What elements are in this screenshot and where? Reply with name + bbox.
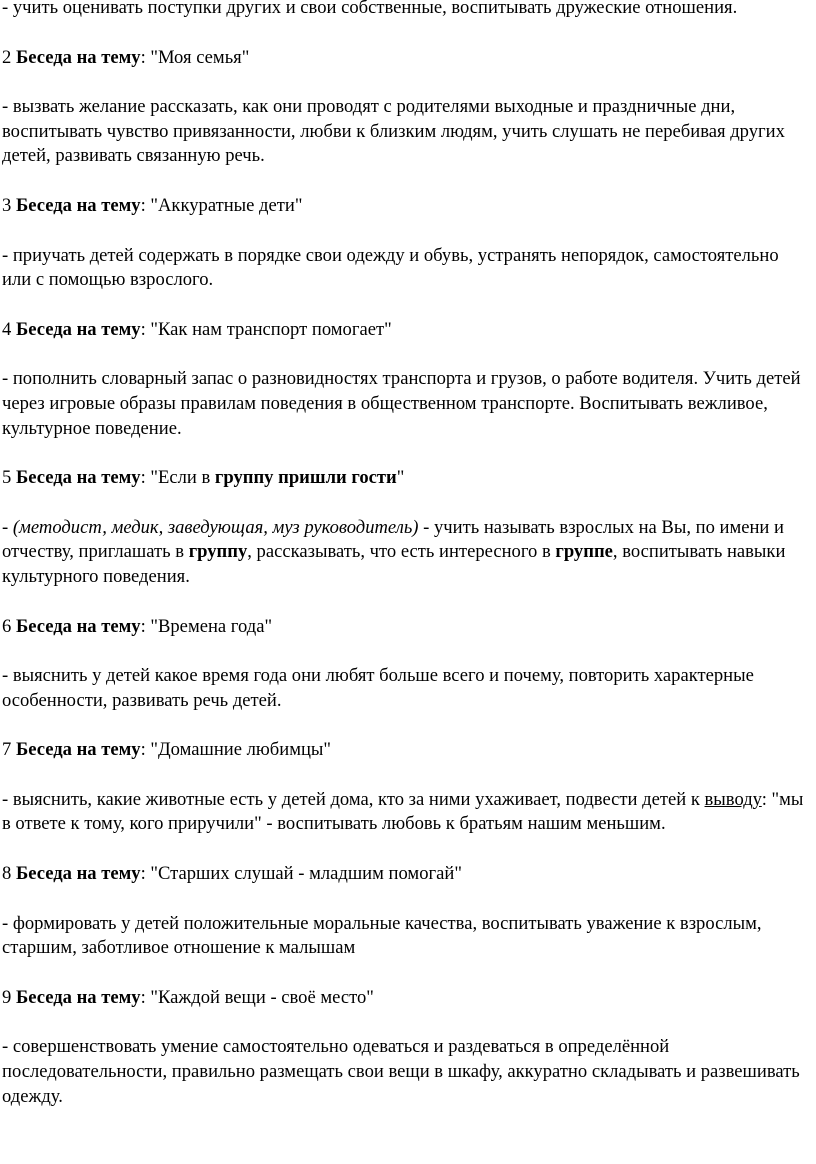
topic-heading-4: 4 Беседа на тему: "Как нам транспорт помогает" (2, 318, 392, 340)
topic-heading-label: Беседа на тему (15, 467, 141, 489)
topic-heading-6: 6 Беседа на тему: "Времена года" (2, 615, 273, 637)
topic-number: 5 (2, 467, 12, 489)
topic-heading-7: 7 Беседа на тему: "Домашние любимцы" (2, 739, 332, 761)
bold-word-group: группу (188, 541, 248, 563)
topic-title: "Каждой вещи - своё место" (145, 986, 374, 1008)
topic-title: "Аккуратные дети" (145, 194, 303, 216)
topic-number: 9 (2, 986, 12, 1008)
topic-title: "Домашние любимцы" (145, 739, 332, 761)
topic-heading-label: Беседа на тему (15, 863, 141, 885)
topic-title: "Моя семья" (145, 46, 250, 68)
intro-paragraph: - учить оценивать поступки других и свои собственные, воспитывать дружеские отношения. (2, 0, 738, 18)
topic-number: 3 (2, 194, 12, 216)
topic-heading-3: 3 Беседа на тему: "Аккуратные дети" (2, 194, 303, 216)
topic-title-end: " (396, 467, 405, 489)
topic-description-7: - выяснить, какие животные есть у детей дома, кто за ними ухаживает, подвести детей к выводу: "мы в ответе к тому, кого приручили" - воспитывать любовь к братьям нашим меньшим. (2, 788, 804, 835)
topic-number: 8 (2, 863, 12, 885)
topic-heading-5: 5 Беседа на тему: "Если в группу пришли гости" (2, 467, 405, 489)
topic-heading-label: Беседа на тему (15, 739, 141, 761)
topic-number: 6 (2, 615, 12, 637)
topic-number: 7 (2, 739, 12, 761)
topic-number: 4 (2, 318, 12, 340)
topic-title-start: "Если в (145, 467, 215, 489)
topic-title-bold: группу пришли гости (214, 467, 397, 489)
topic-number: 2 (2, 46, 12, 68)
topic-heading-2: 2 Беседа на тему: "Моя семья" (2, 46, 250, 68)
underlined-word: выводу (704, 788, 762, 810)
topic-heading-label: Беседа на тему (15, 194, 141, 216)
topic-description-9: - совершенствовать умение самостоятельно одеваться и раздеваться в определённой последовательности, правильно размещать свои вещи в шкафу, аккуратно складывать и развешивать одежду. (2, 1036, 800, 1107)
topic-heading-label: Беседа на тему (15, 615, 141, 637)
topic-title: "Как нам транспорт помогает" (145, 318, 392, 340)
topic-title: "Старших слушай - младшим помогай" (145, 863, 462, 885)
bold-word-group: группе (555, 541, 613, 563)
topic-description-5: - (методист, медик, заведующая, муз руководитель) - учить называть взрослых на Вы, по имени и отчеству, приглашать в группу, рассказывать, что есть интересного в группе, воспитывать навыки культурного поведения. (2, 516, 786, 587)
topic-heading-8: 8 Беседа на тему: "Старших слушай - младшим помогай" (2, 863, 462, 885)
topic-description-4: - пополнить словарный запас о разновидностях транспорта и грузов, о работе водителя. Учить детей через игровые образы правилам поведения в общественном транспорте. Воспитывать вежливое, культурное поведение. (2, 368, 801, 439)
topic-description-3: - приучать детей содержать в порядке свои одежду и обувь, устранять непорядок, самостоятельно или с помощью взрослого. (2, 244, 779, 291)
topic-heading-label: Беседа на тему (15, 986, 141, 1008)
topic-description-6: - выяснить у детей какое время года они любят больше всего и почему, повторить характерные особенности, развивать речь детей. (2, 665, 754, 711)
staff-list-italic: (методист, медик, заведующая, муз руководитель) (12, 516, 419, 538)
topic-title: "Времена года" (145, 615, 273, 637)
topic-heading-9: 9 Беседа на тему: "Каждой вещи - своё место" (2, 986, 374, 1008)
topic-heading-label: Беседа на тему (15, 318, 141, 340)
topic-description-8: - формировать у детей положительные моральные качества, воспитывать уважение к взрослым, старшим, заботливое отношение к малышам (2, 912, 762, 959)
topic-description-2: - вызвать желание рассказать, как они проводят с родителями выходные и праздничные дни, воспитывать чувство привязанности, любви к близким людям, учить слушать не перебивая других детей, развивать связанную речь. (2, 96, 785, 167)
topic-heading-label: Беседа на тему (15, 46, 141, 68)
